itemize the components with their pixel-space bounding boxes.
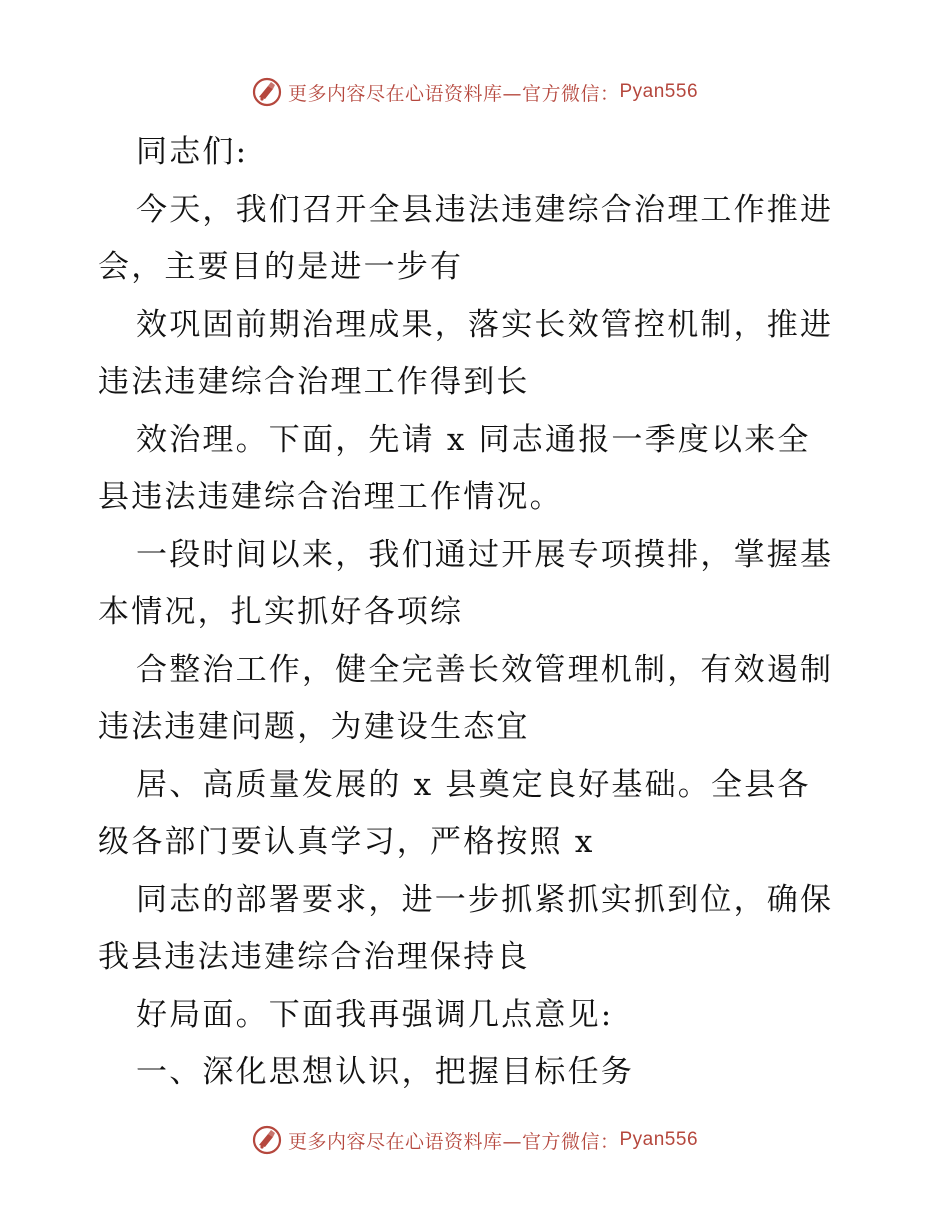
text-line: 好局面。下面我再强调几点意见: <box>136 996 614 1033</box>
text-line: 县违法违建综合治理工作情况。 <box>98 479 563 515</box>
text-line: 违法违建问题，为建设生态宜 <box>98 709 530 745</box>
text-line: 效治理。下面，先请 x 同志通报一季度以来全 <box>136 421 811 458</box>
text-line: 违法违建综合治理工作得到长 <box>98 364 530 400</box>
text-line: 合整治工作，健全完善长效管理机制，有效遏制 <box>136 651 834 688</box>
text-line: 今天，我们召开全县违法违建综合治理工作推进 <box>136 191 834 228</box>
text-line: 级各部门要认真学习，严格按照 x <box>98 824 595 860</box>
text-line: 居、高质量发展的 x 县奠定良好基础。全县各 <box>136 766 811 803</box>
body-text <box>98 124 858 1102</box>
watermark-id: Pyan556 <box>619 81 699 102</box>
text-line: 本情况，扎实抓好各项综 <box>98 594 464 630</box>
watermark-text: 更多内容尽在心语资料库—官方微信： <box>287 1130 620 1153</box>
text-line: 我县违法违建综合治理保持良 <box>98 939 530 975</box>
header-watermark <box>0 72 950 112</box>
text-line: 同志们: <box>136 134 249 170</box>
watermark-text: 更多内容尽在心语资料库—官方微信： <box>287 82 620 105</box>
footer-watermark <box>0 1120 950 1160</box>
text-line: 同志的部署要求，进一步抓紧抓实抓到位，确保 <box>136 881 834 918</box>
text-line: 会，主要目的是进一步有 <box>98 249 464 285</box>
text-line: 效巩固前期治理成果，落实长效管控机制，推进 <box>136 306 834 343</box>
text-line: 一段时间以来，我们通过开展专项摸排，掌握基 <box>136 536 834 573</box>
logo-icon <box>252 1125 282 1155</box>
watermark-id: Pyan556 <box>619 1129 699 1150</box>
logo-icon <box>252 77 282 107</box>
text-line: 一、深化思想认识，把握目标任务 <box>136 1054 634 1090</box>
